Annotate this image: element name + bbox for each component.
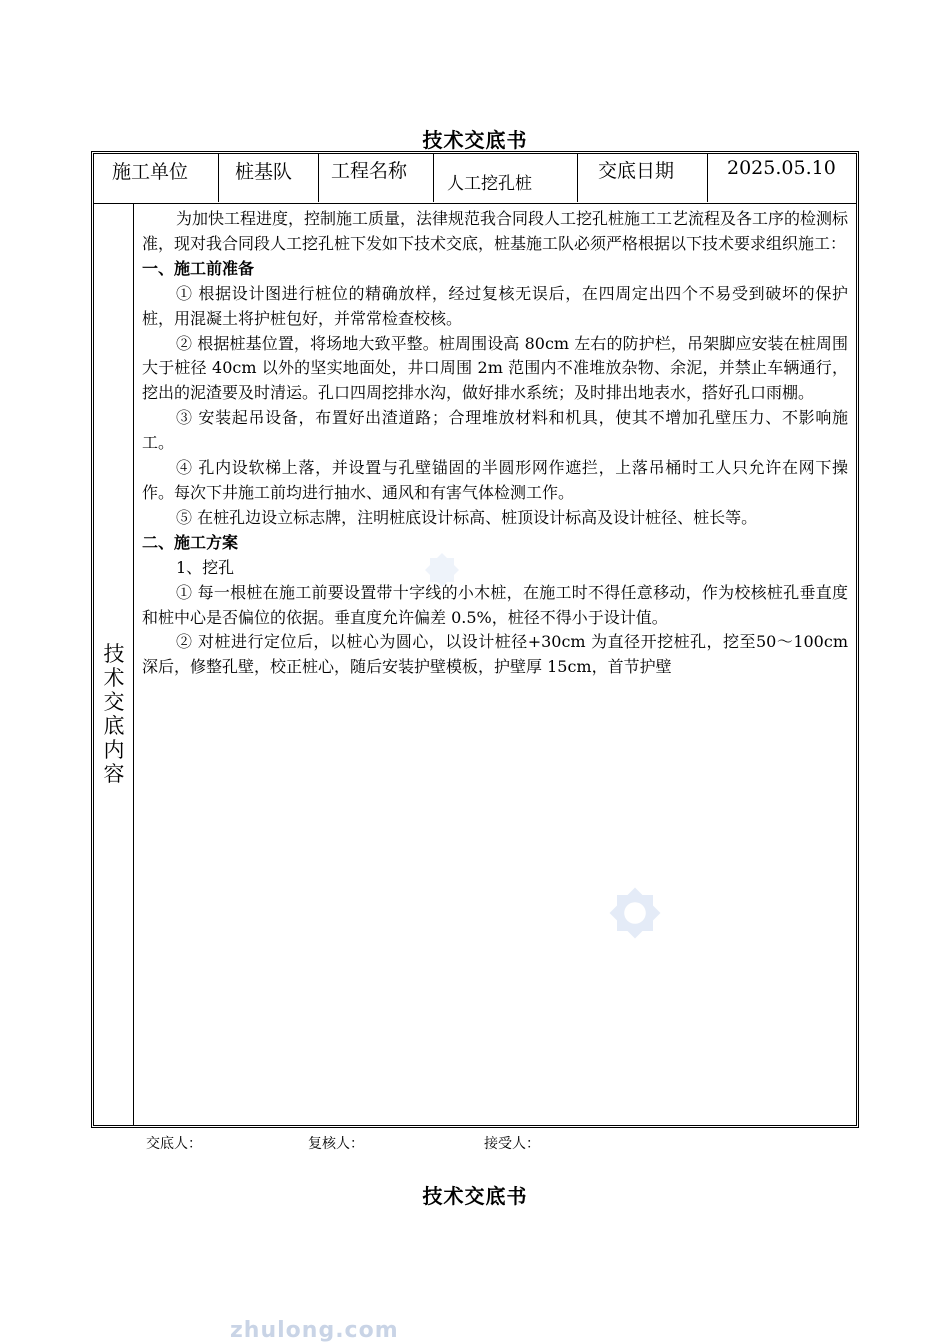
subsection-digging: 1、挖孔 <box>176 557 235 577</box>
unit-value-cell <box>219 154 319 202</box>
project-label: 工程名称 <box>331 160 408 182</box>
snowflake-logo-icon <box>412 540 472 600</box>
content-label-vertical <box>102 642 126 786</box>
date-label-cell <box>578 154 708 202</box>
preparation-item-2: ② 根据桩基位置，将场地大致平整。桩周围设高 80cm 左右的防护栏，吊架脚应安装在桩周围大于桩径 40cm 以外的坚实地面处，井口周围 2m 范围内不准堆放杂物、余泥，并禁止车辆通行，挖出的泥渣要及时清运。孔口四周挖排水沟，做好排水系统；及时排出地表水，搭好孔口雨棚。 <box>142 333 848 403</box>
unit-label: 施工单位 <box>112 161 189 183</box>
digging-item-1: ① 每一根桩在施工前要设置带十字线的小木桩，在施工时不得任意移动，作为校核桩孔垂直度和桩中心是否偏位的依据。垂直度允许偏差 0.5%，桩径不得小于设计值。 <box>142 582 848 627</box>
handover-form-table <box>91 151 859 1128</box>
preparation-item-4: ④ 孔内设软梯上落，并设置与孔壁锚固的半圆形网作遮拦，上落吊桶时工人只允许在网下操作。每次下井施工前均进行抽水、通风和有害气体检测工作。 <box>142 458 848 502</box>
date-label: 交底日期 <box>598 160 675 182</box>
date-value-cell <box>708 154 856 202</box>
content-body <box>142 207 848 680</box>
watermark-text: zhulong.com <box>230 1318 399 1343</box>
unit-value: 桩基队 <box>235 161 293 183</box>
section-heading-preparation: 一、施工前准备 <box>142 258 255 278</box>
project-value-cell <box>434 154 578 202</box>
form-header-row <box>94 154 856 204</box>
project-value: 人工挖孔桩 <box>447 174 532 194</box>
digging-item-2: ② 对桩进行定位后，以桩心为圆心，以设计桩径+30cm 为直径开挖桩孔，挖至50～100cm 深后，修整孔壁，校正桩心，随后安装护壁模板，护壁厚 15cm，首节护壁 <box>142 632 848 677</box>
date-value: 2025.05.10 <box>727 157 836 179</box>
content-label-char: 底 <box>103 714 125 738</box>
document-title: 技术交底书 <box>422 128 528 152</box>
content-label-char: 交 <box>103 690 125 714</box>
content-label-column <box>94 204 134 1125</box>
snowflake-logo-icon <box>590 868 680 958</box>
section-heading-plan: 二、施工方案 <box>142 532 239 552</box>
content-label-char: 技 <box>103 642 125 666</box>
intro-paragraph: 为加快工程进度，控制施工质量，法律规范我合同段人工挖孔桩施工工艺流程及各工序的检测标准，现对我合同段人工挖孔桩下发如下技术交底，桩基施工队必须严格根据以下技术要求组织施工： <box>142 209 849 253</box>
receiver-label: 接受人： <box>484 1136 540 1152</box>
handover-person-label: 交底人： <box>146 1136 202 1152</box>
content-label-char: 容 <box>103 762 125 786</box>
preparation-item-3: ③ 安装起吊设备，布置好出渣道路；合理堆放材料和机具，使其不增加孔壁压力、不影响施工。 <box>142 408 848 453</box>
next-page-title: 技术交底书 <box>422 1184 528 1208</box>
project-label-cell <box>319 154 434 202</box>
preparation-item-5: ⑤ 在桩孔边设立标志牌，注明桩底设计标高、桩顶设计标高及设计桩径、桩长等。 <box>176 507 758 527</box>
reviewer-label: 复核人： <box>308 1136 364 1152</box>
content-label-char: 内 <box>103 738 125 762</box>
content-label-char: 术 <box>103 666 125 690</box>
preparation-item-1: ① 根据设计图进行桩位的精确放样，经过复核无误后，在四周定出四个不易受到破坏的保护桩，用混凝土将护桩包好，并常常检查校核。 <box>142 283 848 328</box>
unit-label-cell <box>94 154 219 202</box>
